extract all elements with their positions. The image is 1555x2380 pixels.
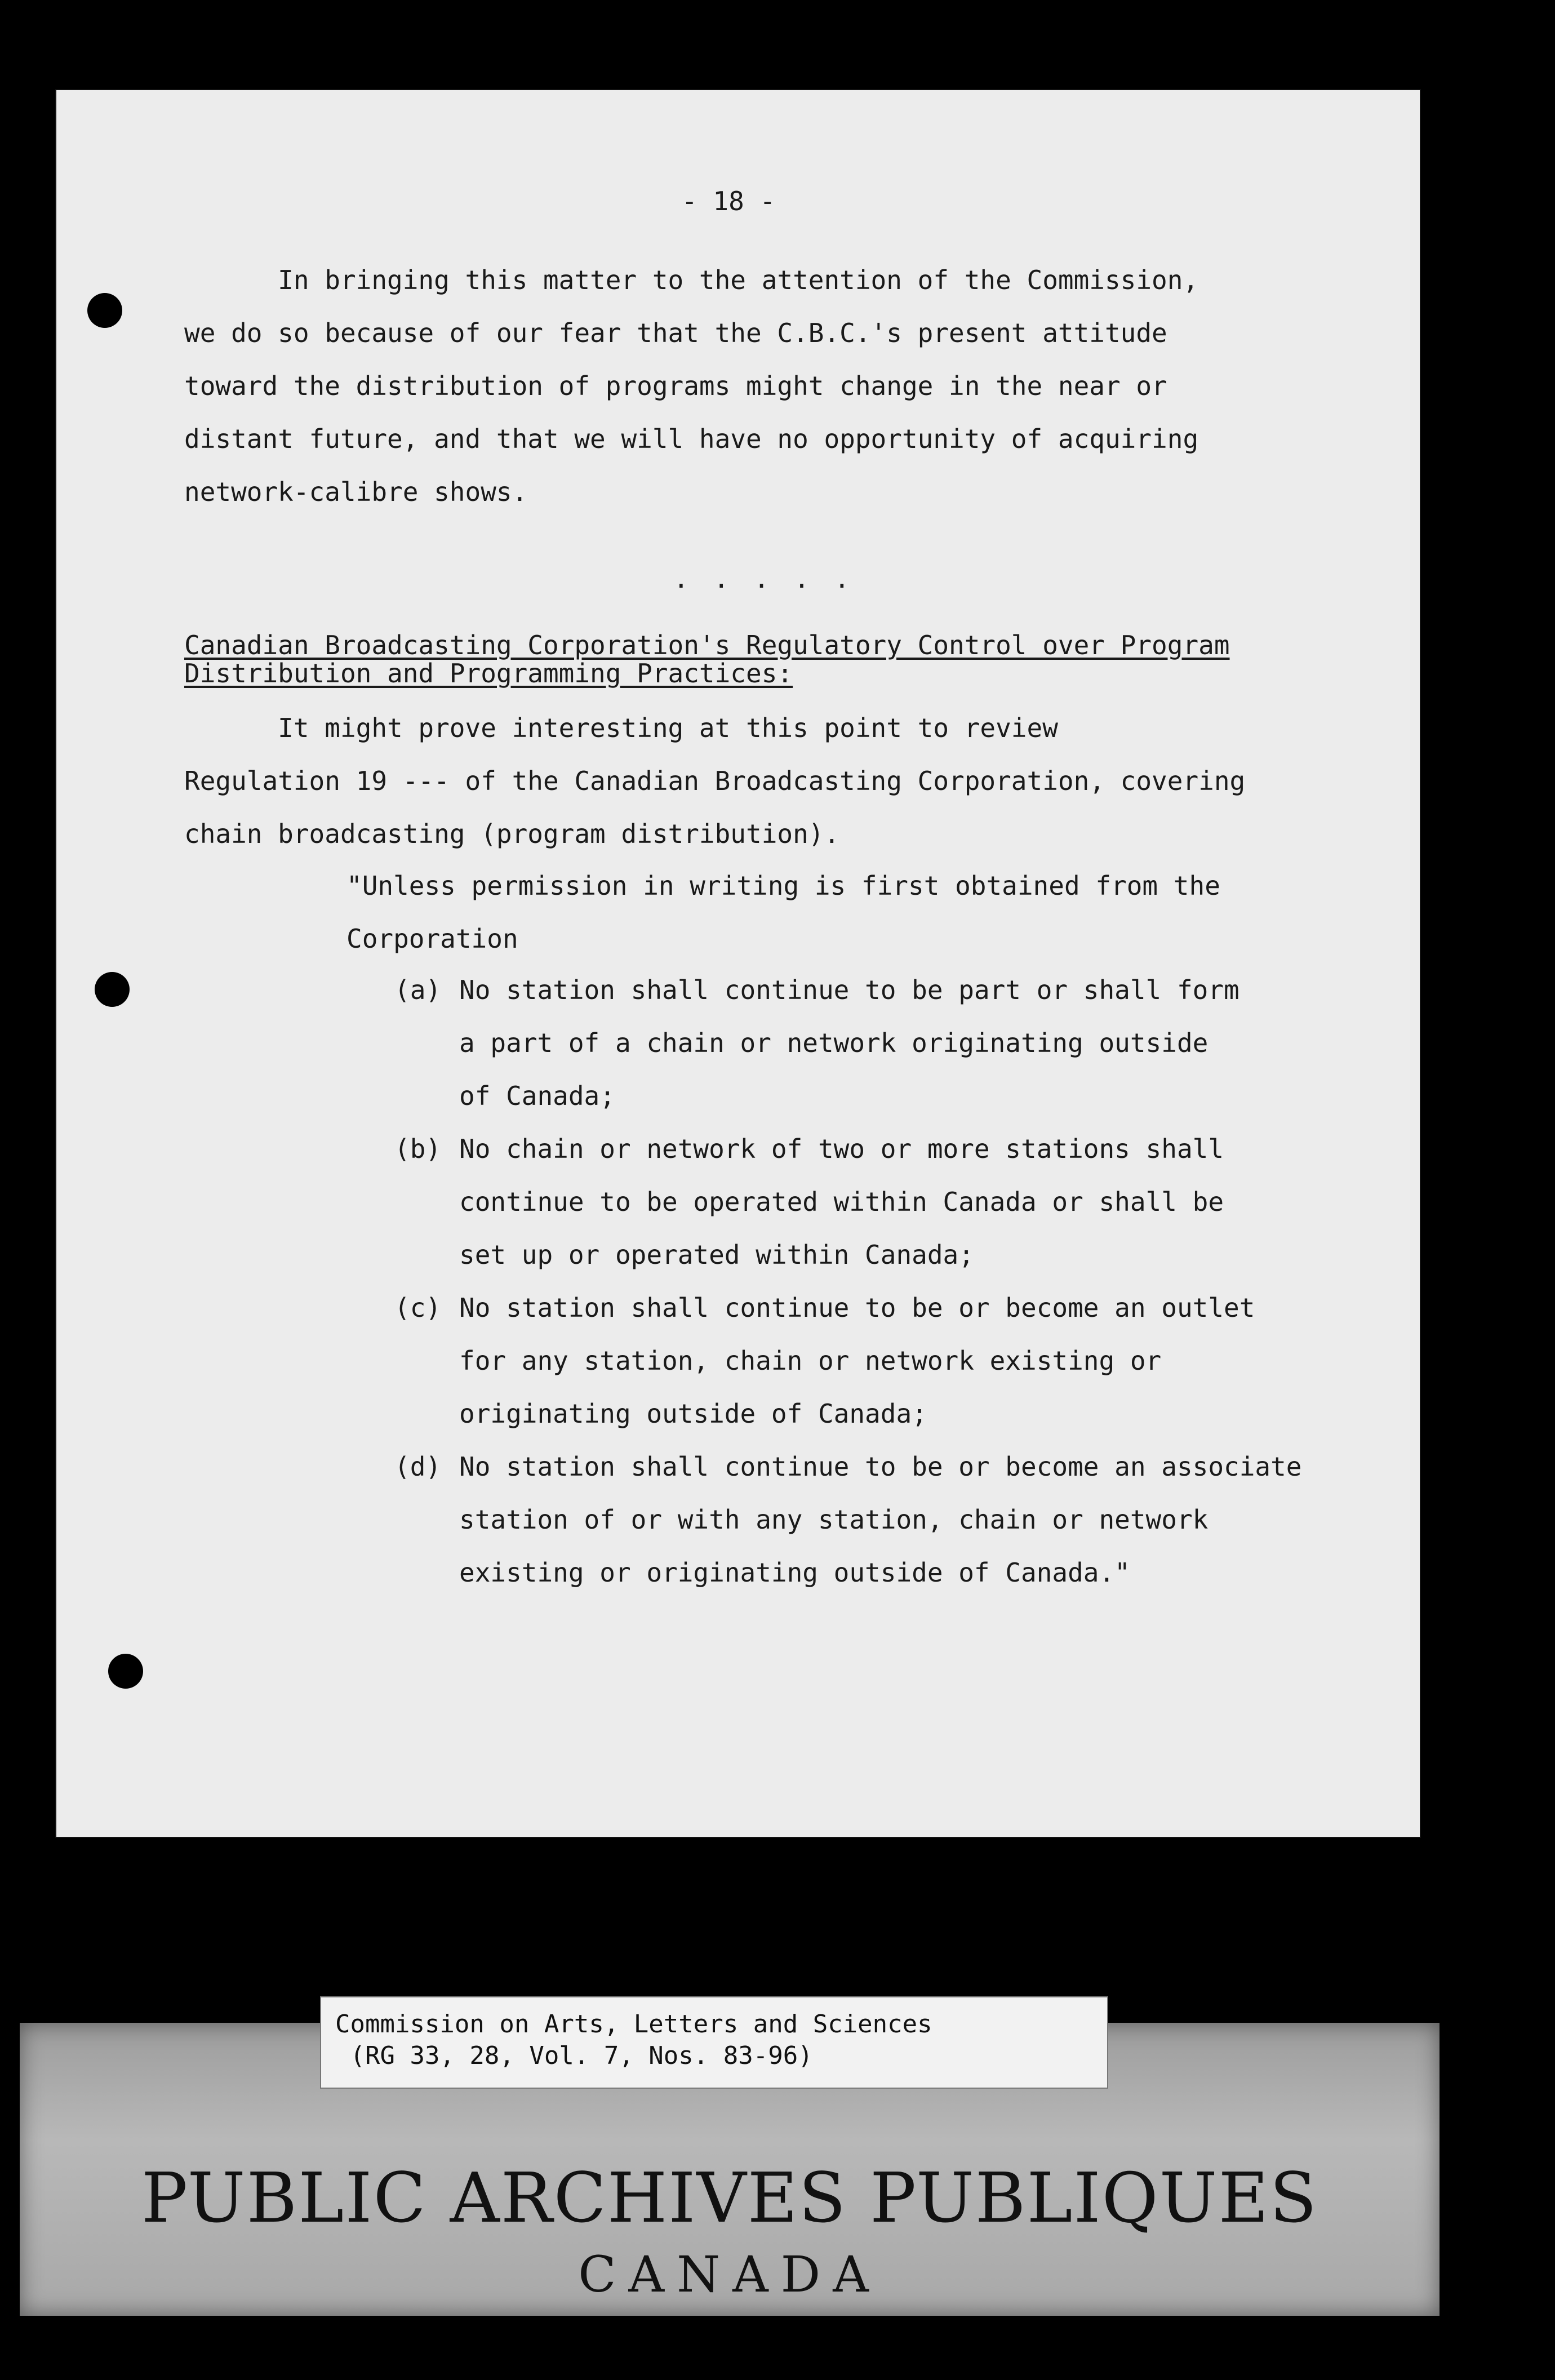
- archive-reference-label: [321, 1997, 1107, 2088]
- clause-text: No station shall continue to be or become an associate station of or with any station, chain or network existing or originating outside of Canada.": [459, 1451, 1302, 1588]
- clause-letter: (a): [394, 975, 442, 1005]
- archive-title: PUBLIC ARCHIVES PUBLIQUES: [141, 2158, 1318, 2238]
- paragraph-regulation: It might prove interesting at this point to review Regulation 19 --- of the Canadian Broadcasting Corporation, covering chain broadcasting (program distribution).: [184, 713, 1246, 849]
- section-heading: Canadian Broadcasting Corporation's Regulatory Control over Program Distribution and Programming Practices:: [184, 630, 1230, 689]
- clause-text: No chain or network of two or more stations shall continue to be operated within Canada or shall be set up or operated within Canada;: [459, 1134, 1224, 1270]
- quote-intro: "Unless permission in writing is first obtained from the Corporation: [346, 871, 1220, 954]
- punch-hole: [87, 293, 122, 328]
- punch-hole: [95, 972, 130, 1007]
- clause-text: No station shall continue to be part or shall form a part of a chain or network originating outside of Canada;: [459, 975, 1239, 1111]
- punch-hole: [108, 1654, 143, 1689]
- clause-letter: (b): [394, 1134, 442, 1164]
- page-number: - 18 -: [682, 186, 776, 216]
- paragraph-intro: In bringing this matter to the attention of the Commission, we do so because of our fear that the C.B.C.'s present attitude toward the distribution of programs might change in the near or distant future, and that we will have no opportunity of acquiring network-calibre shows.: [184, 265, 1199, 507]
- clause-letter: (d): [394, 1451, 442, 1482]
- clause-letter: (c): [394, 1293, 442, 1323]
- clause-text: No station shall continue to be or become an outlet for any station, chain or network existing or originating outside of Canada;: [459, 1293, 1255, 1429]
- document-page: [56, 90, 1420, 1837]
- archive-country: CANADA: [578, 2245, 881, 2303]
- archive-label-line2: (RG 33, 28, Vol. 7, Nos. 83-96): [335, 2041, 813, 2070]
- archive-label-line1: Commission on Arts, Letters and Sciences: [335, 2010, 932, 2039]
- section-divider: . . . . .: [673, 563, 855, 594]
